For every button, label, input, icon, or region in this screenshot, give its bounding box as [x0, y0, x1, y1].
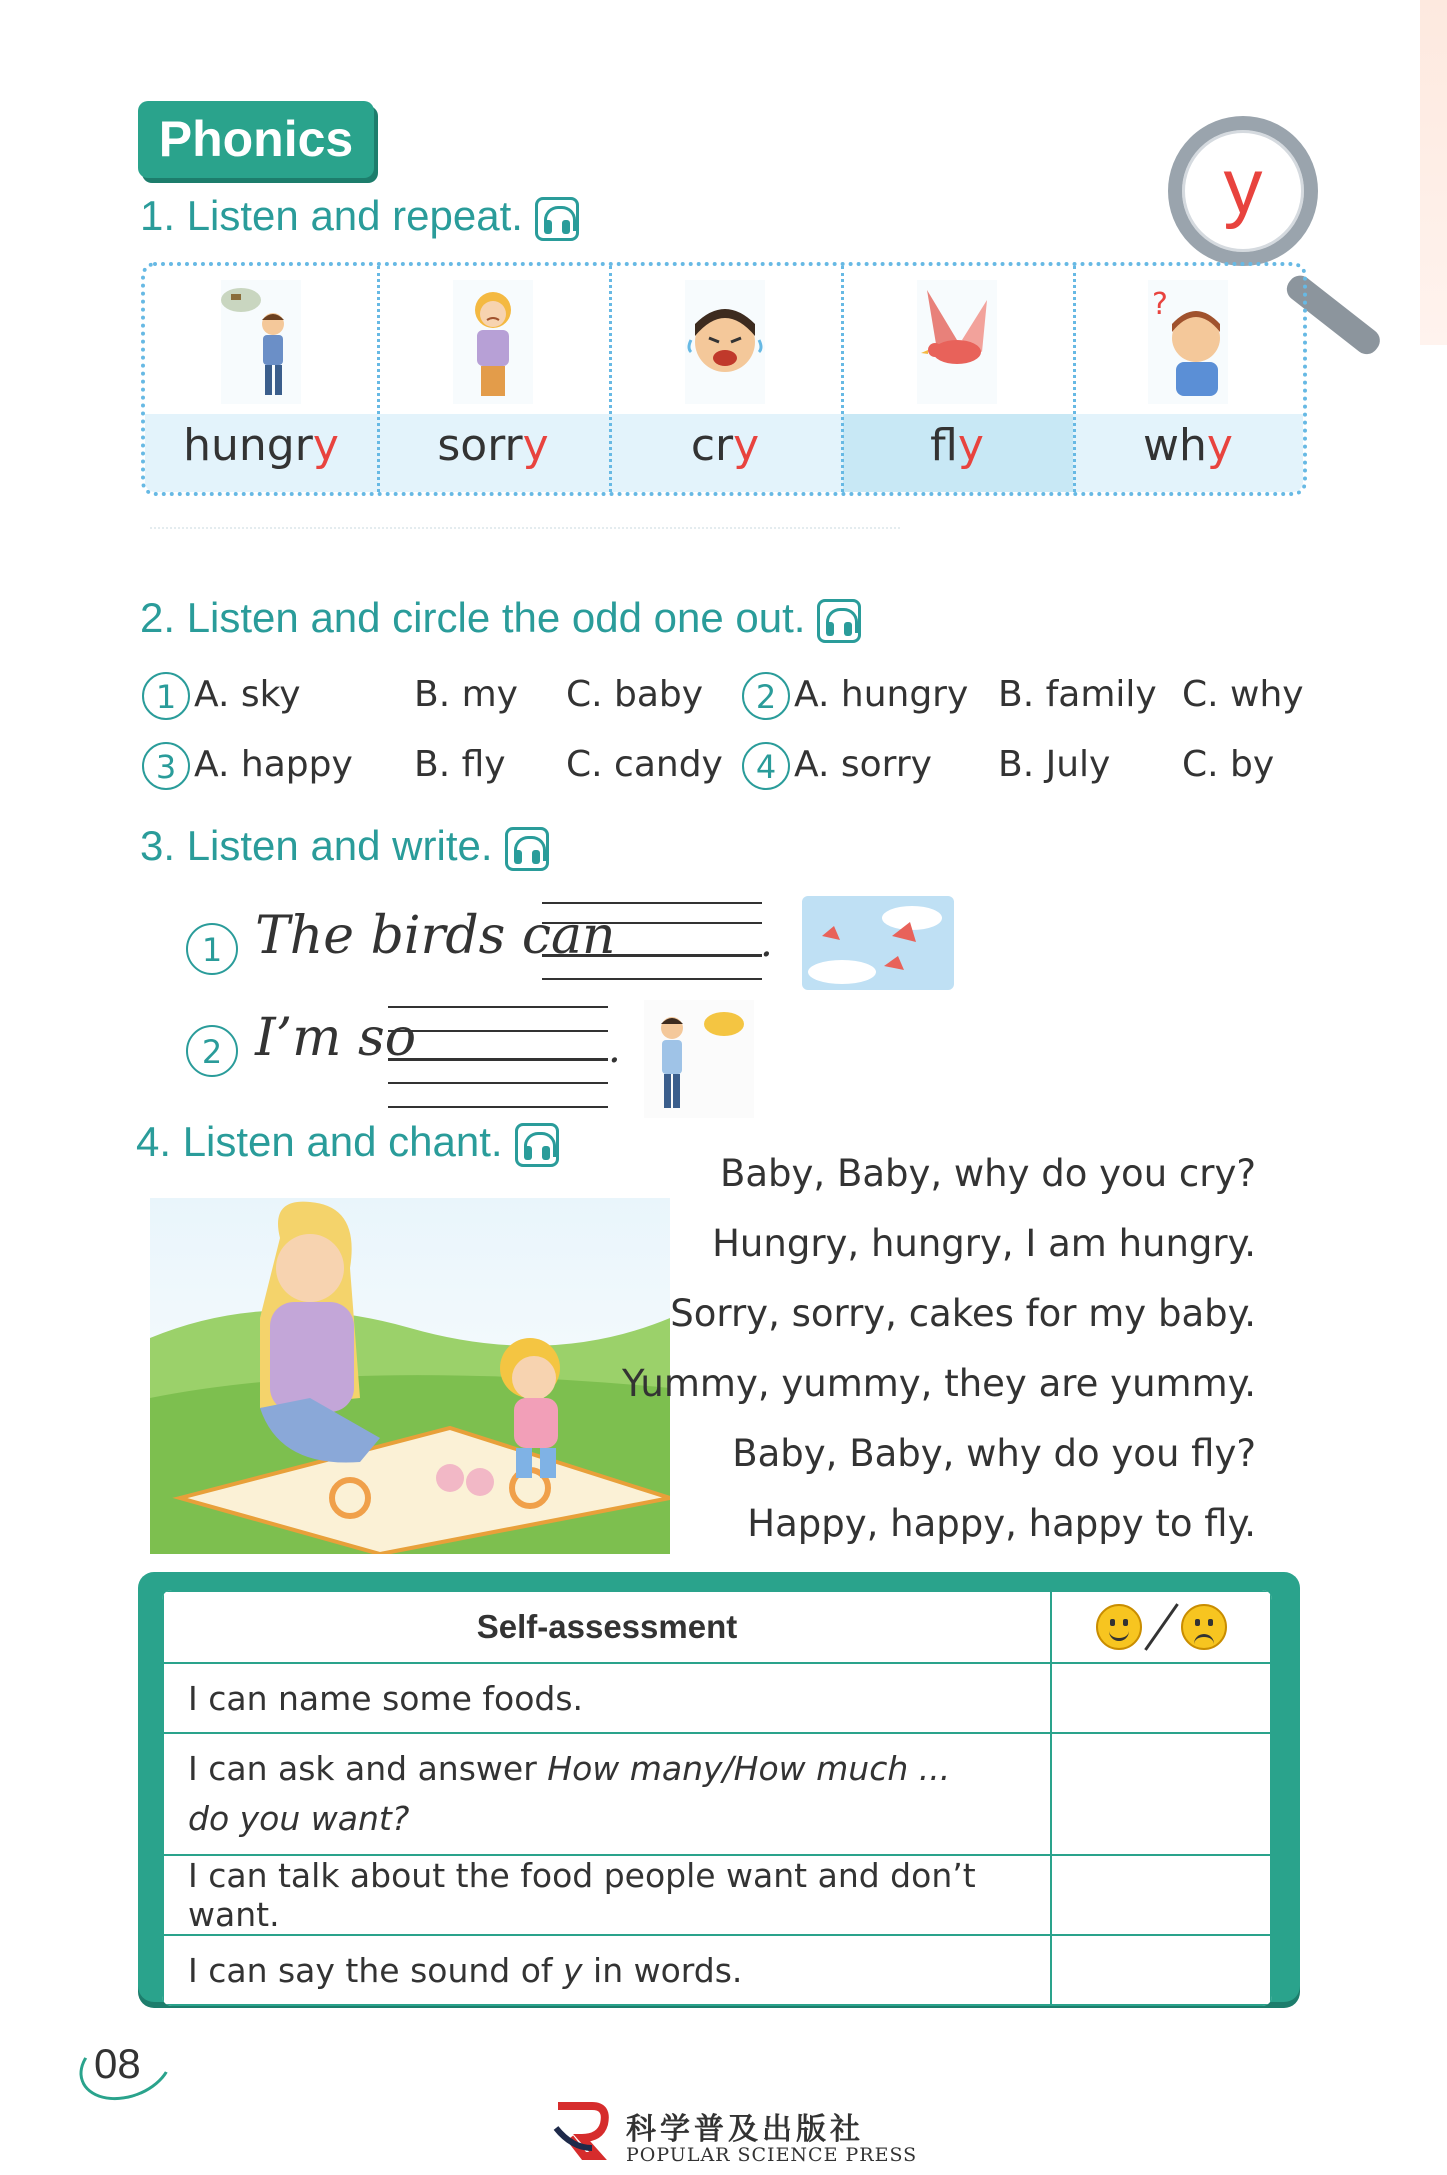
word-card-hungry[interactable] [145, 266, 377, 492]
word-label: sorry [437, 420, 549, 471]
headphone-icon[interactable] [505, 827, 549, 871]
ex3-heading [140, 822, 549, 871]
word-label: fly [930, 420, 984, 471]
option-c[interactable]: C. candy [566, 744, 723, 785]
option-c[interactable]: C. baby [566, 674, 704, 715]
assessment-check-cell[interactable] [1051, 1855, 1271, 1935]
ex2-group-1 [142, 672, 301, 720]
ex2-group-3 [142, 742, 353, 790]
option-c[interactable]: C. why [1182, 674, 1304, 715]
number-circle: 2 [186, 1025, 238, 1077]
sentence-end: . [608, 1026, 621, 1072]
svg-text:?: ? [1152, 287, 1168, 322]
word-card-fly[interactable] [841, 266, 1073, 492]
chant-line: Baby, Baby, why do you fly? [732, 1432, 1256, 1475]
ex2-title: 2. Listen and circle the odd one out. [140, 594, 806, 641]
assessment-item: I can name some foods. [163, 1663, 1051, 1733]
option-b[interactable]: B. July [998, 744, 1111, 785]
chant-line: Hungry, hungry, I am hungry. [712, 1222, 1256, 1265]
word-label: cry [690, 420, 760, 471]
sentence-end: . [760, 920, 773, 966]
assessment-item: I can ask and answer How many/How much ... do you want? [163, 1733, 1051, 1855]
assessment-check-cell[interactable] [1051, 1935, 1271, 2005]
ex2-group-2 [742, 672, 968, 720]
answer-lines-1[interactable] [542, 902, 762, 980]
number-circle: 2 [742, 672, 790, 720]
sad-face-icon [1181, 1604, 1227, 1650]
option-b[interactable]: B. my [414, 674, 518, 715]
magnifier-letter: y [1223, 142, 1263, 230]
ex1-title: 1. Listen and repeat. [140, 192, 523, 239]
thinking-boy-illustration [1138, 280, 1238, 404]
hungry-boy-thinking-illustration [644, 1000, 754, 1118]
word-card-cry[interactable] [609, 266, 841, 492]
word-label: why [1143, 420, 1233, 471]
number-circle: 3 [142, 742, 190, 790]
sentence-text: The birds can [255, 906, 616, 966]
assessment-item: I can say the sound of y in words. [163, 1935, 1051, 2005]
ex2-heading [140, 594, 861, 643]
assessment-check-cell[interactable] [1051, 1733, 1271, 1855]
option-a[interactable]: A. hungry [794, 674, 969, 715]
sentence-text: I’m so [255, 1008, 416, 1068]
option-b[interactable]: B. family [998, 674, 1157, 715]
option-a[interactable]: A. sorry [794, 744, 932, 785]
word-label: hungry [183, 420, 339, 471]
ex4-title: 4. Listen and chant. [136, 1118, 503, 1165]
assessment-item: I can talk about the food people want and don’t want. [163, 1855, 1051, 1935]
answer-lines-2[interactable] [388, 1006, 608, 1108]
headphone-icon[interactable] [535, 197, 579, 241]
face-header [1051, 1591, 1271, 1663]
page-number: 08 [94, 2040, 141, 2087]
number-circle: 1 [142, 672, 190, 720]
page-edge-strip [1420, 0, 1447, 345]
option-a[interactable]: A. sky [194, 674, 301, 715]
chant-line: Sorry, sorry, cakes for my baby. [670, 1292, 1256, 1335]
sorry-girl-illustration [443, 280, 543, 404]
ex3-item-2 [186, 1008, 416, 1077]
option-b[interactable]: B. fly [414, 744, 506, 785]
chant-line: Happy, happy, happy to fly. [747, 1502, 1256, 1545]
publisher-name-cn: 科学普及出版社 [626, 2112, 864, 2147]
word-card-sorry[interactable] [377, 266, 609, 492]
phonics-tag: Phonics [138, 101, 374, 178]
hungry-boy-illustration [211, 280, 311, 404]
chant-line: Yummy, yummy, they are yummy. [622, 1362, 1256, 1405]
number-circle: 1 [186, 923, 238, 975]
ex2-group-4 [742, 742, 932, 790]
crying-boy-illustration [675, 280, 775, 404]
headphone-icon[interactable] [817, 599, 861, 643]
self-assessment-title: Self-assessment [163, 1591, 1051, 1663]
chant-line: Baby, Baby, why do you cry? [719, 1152, 1256, 1195]
assessment-check-cell[interactable] [1051, 1663, 1271, 1733]
birds-sky-illustration [802, 896, 954, 990]
number-circle: 4 [742, 742, 790, 790]
option-a[interactable]: A. happy [194, 744, 353, 785]
word-card-why[interactable] [1073, 266, 1303, 492]
self-assessment-table [162, 1590, 1272, 2006]
faded-divider [150, 527, 900, 529]
slash-divider [1144, 1603, 1179, 1651]
flying-bird-illustration [907, 280, 1007, 404]
ex3-title: 3. Listen and write. [140, 822, 493, 869]
publisher-logo-icon [552, 2098, 610, 2160]
self-assessment-panel [138, 1572, 1300, 2002]
publisher-name-en: POPULAR SCIENCE PRESS [626, 2144, 918, 2166]
smiley-face-icon [1096, 1604, 1142, 1650]
option-c[interactable]: C. by [1182, 744, 1275, 785]
ex1-heading [140, 192, 579, 241]
word-card-box [141, 262, 1307, 496]
